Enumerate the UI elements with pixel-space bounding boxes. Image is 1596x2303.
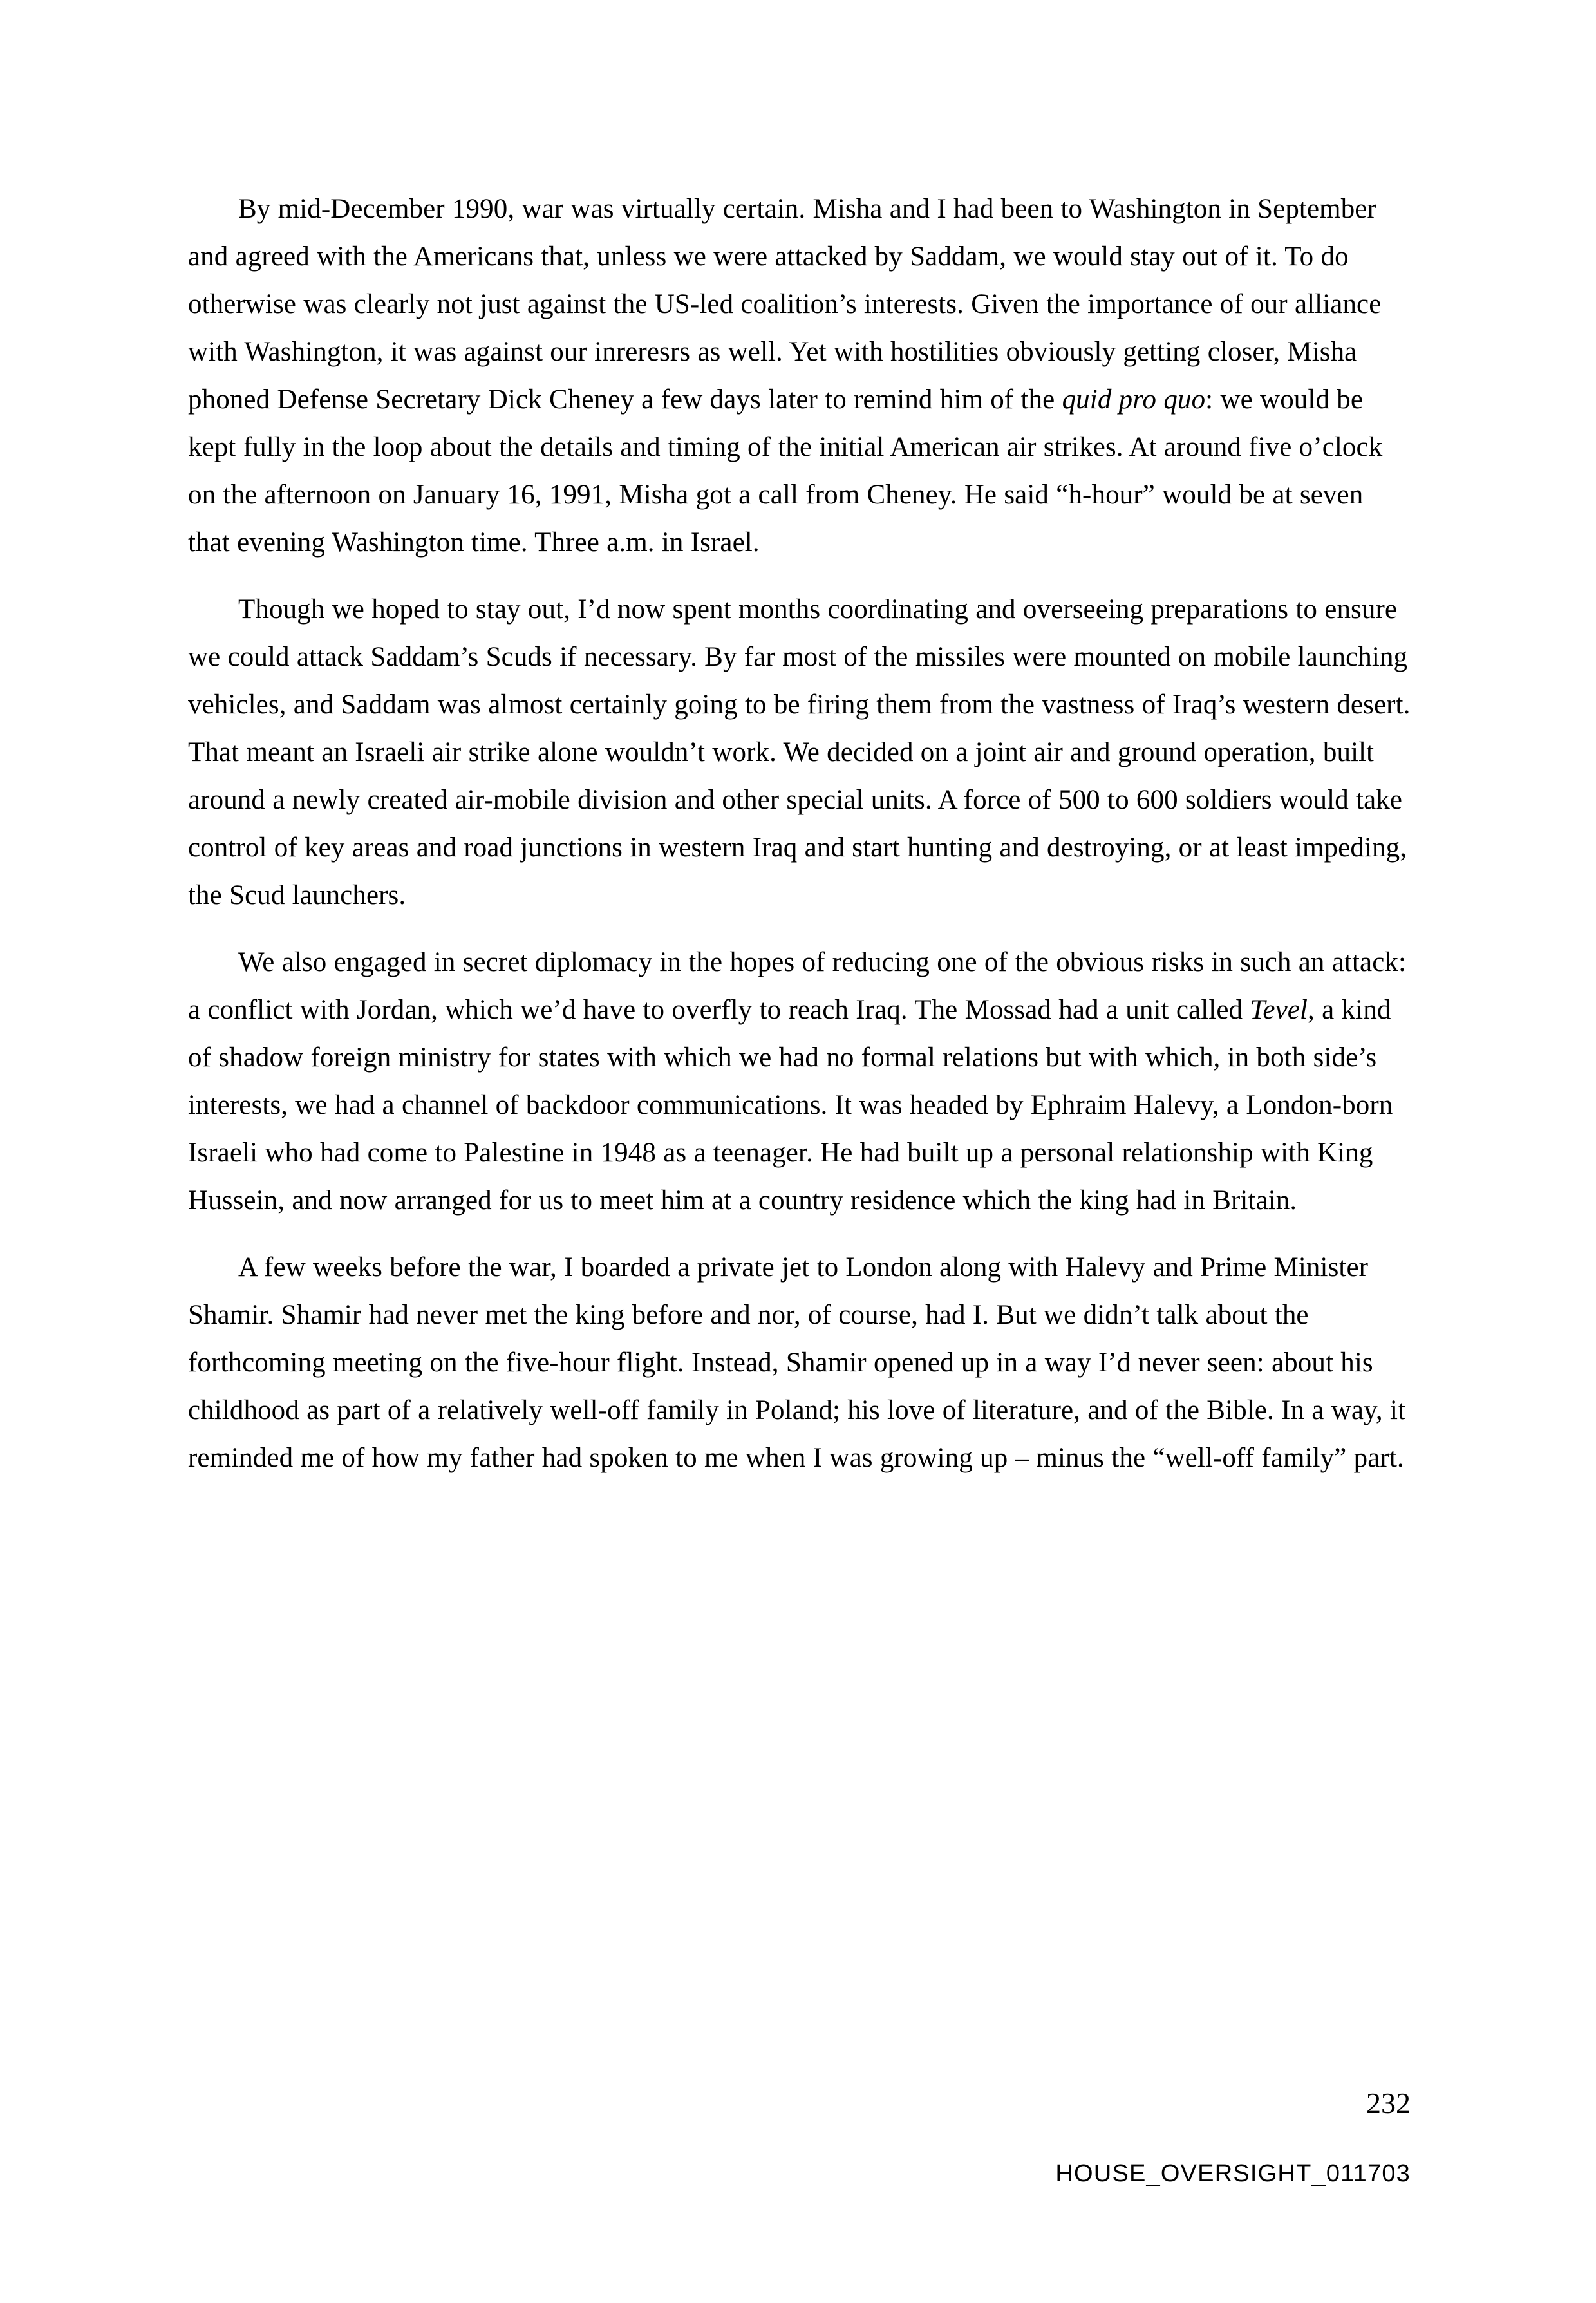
paragraph-2: Though we hoped to stay out, I’d now spent months coordinating and overseeing preparations to ensure we could attack Saddam’s Scuds if necessary. By far most of the missiles were mounted on mobile launching vehicles, and Saddam was almost certainly going to be firing them from the vastness of Iraq’s western desert. That meant an Israeli air strike alone wouldn’t work. We decided on a joint air and ground operation, built around a newly created air-mobile division and other special units. A force of 500 to 600 soldiers would take control of key areas and road junctions in western Iraq and start hunting and destroying, or at least impeding, the Scud launchers. xyxy=(188,594,1411,910)
paragraph-3-part-b: , a kind of shadow foreign ministry for states with which we had no formal relations but with which, in both side’s interests, we had a channel of backdoor communications. It was headed by Ephraim Halevy, a London-born Israeli who had come to Palestine in 1948 as a teenager. He had built up a personal relationship with King Hussein, and now arranged for us to meet him at a country residence which the king had in Britain. xyxy=(188,995,1393,1216)
page-number: 232 xyxy=(1366,2087,1411,2120)
page-body-text xyxy=(188,185,1411,1482)
paragraph-3-italic-phrase: Tevel xyxy=(1250,995,1308,1025)
paragraph-3-part-a: We also engaged in secret diplomacy in the hopes of reducing one of the obvious risks in such an attack: a conflict with Jordan, which we’d have to overfly to reach Iraq. The Mossad had a unit called xyxy=(188,947,1407,1025)
paragraph-1-part-a: By mid-December 1990, war was virtually certain. Misha and I had been to Washington in September and agreed with the Americans that, unless we were attacked by Saddam, we would stay out of it. To do otherwise was clearly not just against the US-led coalition’s interests. Given the importance of our alliance with Washington, it was against our inreresrs as well. Yet with hostilities obviously getting closer, Misha phoned Defense Secretary Dick Cheney a few days later to remind him of the xyxy=(188,194,1382,415)
paragraph-1-part-b: : we would be kept fully in the loop about the details and timing of the initial American air strikes. At around five o’clock on the afternoon on January 16, 1991, Misha got a call from Cheney. He said “h-hour” would be at seven that evening Washington time. Three a.m. in Israel. xyxy=(188,384,1383,558)
paragraph-1 xyxy=(188,185,1411,567)
paragraph-3 xyxy=(188,939,1411,1225)
bates-stamp: HOUSE_OVERSIGHT_011703 xyxy=(1055,2160,1411,2187)
paragraph-1-italic-phrase: quid pro quo xyxy=(1062,384,1206,415)
paragraph-4: A few weeks before the war, I boarded a private jet to London along with Halevy and Prime Minister Shamir. Shamir had never met the king before and nor, of course, had I. But we didn’t talk about the forthcoming meeting on the five-hour flight. Instead, Shamir opened up in a way I’d never seen: about his childhood as part of a relatively well-off family in Poland; his love of literature, and of the Bible. In a way, it reminded me of how my father had spoken to me when I was growing up – minus the “well-off family” part. xyxy=(188,1252,1406,1473)
